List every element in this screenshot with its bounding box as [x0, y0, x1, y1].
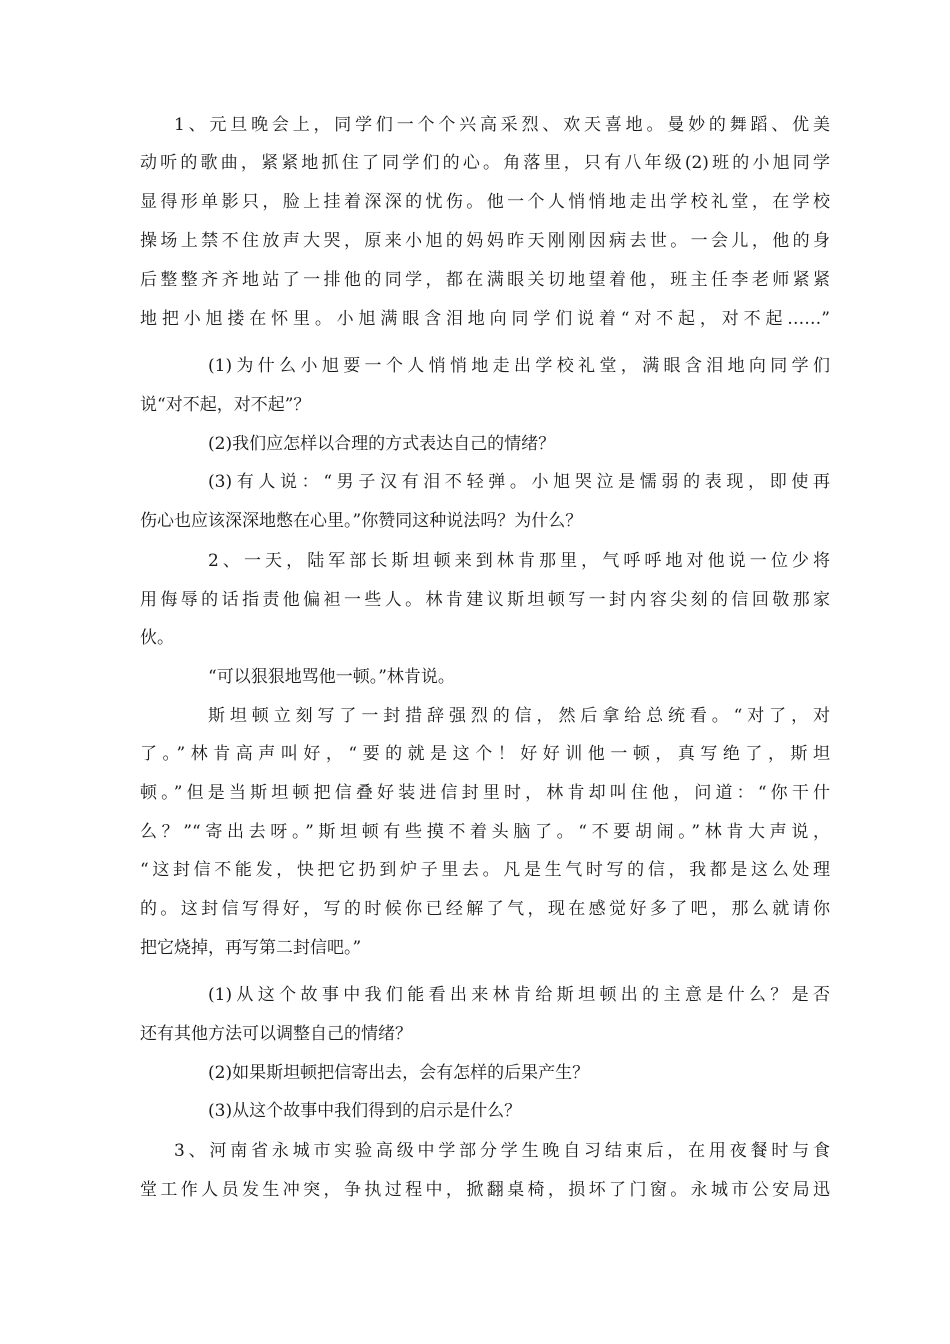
question-line: (3)从这个故事中我们得到的启示是什么？: [208, 1101, 522, 1121]
text-line: “这封信不能发，快把它扔到炉子里去。凡是生气时写的信，我都是这么处理: [140, 860, 830, 880]
text-line: 的。这封信写得好，写的时候你已经解了气，现在感觉好多了吧，那么就请你: [140, 899, 830, 919]
text-line: 显得形单影只，脸上挂着深深的忧伤。他一个人悄悄地走出学校礼堂，在学校: [140, 192, 830, 212]
text-line: 斯坦顿立刻写了一封措辞强烈的信，然后拿给总统看。“对了，对: [208, 706, 830, 726]
text-line: 么？”“寄出去呀。”斯坦顿有些摸不着头脑了。“不要胡闹。”林肯大声说，: [140, 822, 830, 842]
text-line: 堂工作人员发生冲突，争执过程中，掀翻桌椅，损坏了门窗。永城市公安局迅: [140, 1180, 830, 1200]
question-line: 伤心也应该深深地憋在心里。”你赞同这种说法吗？为什么？: [140, 511, 583, 531]
text-line: 2、一天，陆军部长斯坦顿来到林肯那里，气呼呼地对他说一位少将: [208, 551, 830, 571]
text-line: 把它烧掉，再写第二封信吧。”: [140, 938, 362, 958]
question-line: (2)我们应怎样以合理的方式表达自己的情绪？: [208, 434, 556, 454]
text-line: 动听的歌曲，紧紧地抓住了同学们的心。角落里，只有八年级(2)班的小旭同学: [140, 153, 830, 173]
text-line: 操场上禁不住放声大哭，原来小旭的妈妈昨天刚刚因病去世。一会儿，他的身: [140, 231, 830, 251]
question-line: 说“对不起，对不起”？: [140, 395, 311, 415]
question-line: (1)为什么小旭要一个人悄悄地走出学校礼堂，满眼含泪地向同学们: [208, 356, 830, 376]
question-line: (1)从这个故事中我们能看出来林肯给斯坦顿出的主意是什么？是否: [208, 985, 830, 1005]
question-line: 还有其他方法可以调整自己的情绪？: [140, 1024, 412, 1044]
text-line: 地把小旭搂在怀里。小旭满眼含泪地向同学们说着“对不起，对不起……”: [140, 309, 830, 329]
text-line: 伙。: [140, 628, 174, 648]
question-line: (2)如果斯坦顿把信寄出去，会有怎样的后果产生？: [208, 1063, 590, 1083]
text-line: 1、元旦晚会上，同学们一个个兴高采烈、欢天喜地。曼妙的舞蹈、优美: [174, 115, 830, 135]
text-line: 3、河南省永城市实验高级中学部分学生晚自习结束后，在用夜餐时与食: [174, 1141, 830, 1161]
question-line: (3)有人说：“男子汉有泪不轻弹。小旭哭泣是懦弱的表现，即使再: [208, 472, 830, 492]
text-line: 后整整齐齐地站了一排他的同学，都在满眼关切地望着他，班主任李老师紧紧: [140, 270, 830, 290]
text-line: “可以狠狠地骂他一顿。”林肯说。: [208, 667, 455, 687]
text-line: 顿。”但是当斯坦顿把信叠好装进信封里时，林肯却叫住他，问道：“你干什: [140, 783, 830, 803]
text-line: 用侮辱的话指责他偏袒一些人。林肯建议斯坦顿写一封内容尖刻的信回敬那家: [140, 590, 830, 610]
text-line: 了。”林肯高声叫好，“要的就是这个！好好训他一顿，真写绝了，斯坦: [140, 744, 830, 764]
